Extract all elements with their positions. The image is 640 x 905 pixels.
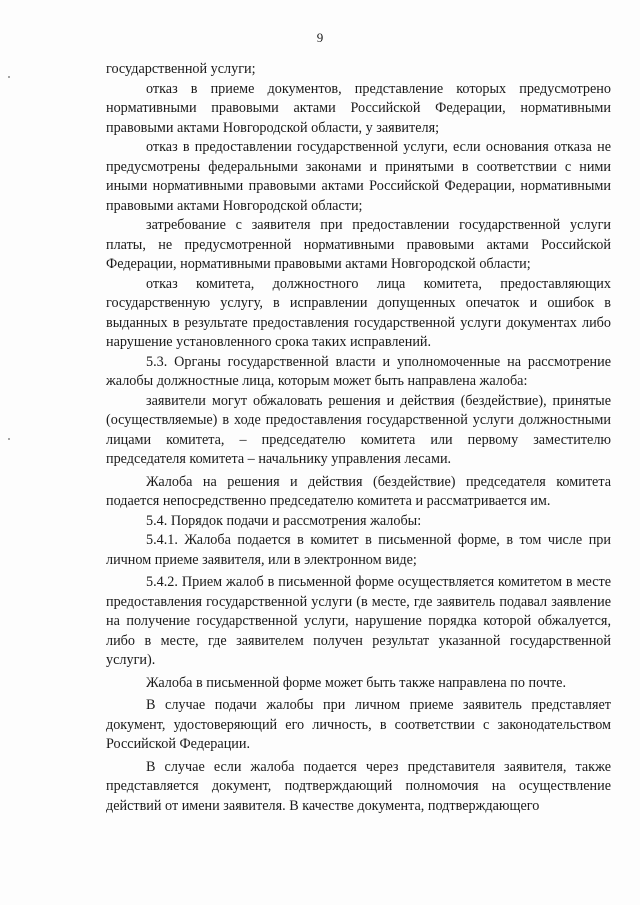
paragraph-section-5-4: 5.4. Порядок подачи и рассмотрения жалобы: bbox=[146, 512, 422, 529]
paragraph-personal-reception: В случае подачи жалобы при личном приеме заявитель представляет документ, удостоверяющий его личность, в соответствии с законодательством Российской Федерации. bbox=[106, 697, 611, 752]
paragraph-appeal-chairman: Жалоба на решения и действия (бездействие) председателя комитета подается непосредственно председателю комитета и рассматривается им. bbox=[106, 473, 611, 509]
paragraph-mail: Жалоба в письменной форме может быть также направлена по почте. bbox=[146, 674, 567, 691]
paragraph-continuation: государственной услуги; bbox=[106, 61, 256, 77]
scan-speck bbox=[8, 76, 10, 78]
paragraph-refusal-documents: отказ в приеме документов, представление которых предусмотрено нормативными правовыми актами Российской Федерации, нормативными правовыми актами Новгородской области, у заявителя; bbox=[106, 80, 611, 136]
page-number: 9 bbox=[316, 30, 324, 45]
paragraph-representative: В случае если жалоба подается через представителя заявителя, также представляется документ, подтверждающий полномочия на осуществление действий от имени заявителя. В качестве документа, подтверждающего bbox=[106, 758, 611, 814]
paragraph-fee-demand: затребование с заявителя при предоставлении государственной услуги платы, не предусмотренной нормативными правовыми актами Российской Федерации, нормативными правовыми актами Новгородской области; bbox=[106, 217, 611, 272]
scan-speck bbox=[8, 438, 10, 440]
paragraph-section-5-4-1: 5.4.1. Жалоба подается в комитет в письменной форме, в том числе при личном приеме заявителя, или в электронном виде; bbox=[106, 532, 611, 568]
paragraph-section-5-4-2: 5.4.2. Прием жалоб в письменной форме осуществляется комитетом в месте предоставления государственной услуги (в месте, где заявитель подавал заявление на получение государственной услуги, нарушение порядка которой обжалуется, либо в месте, где заявителем получен результат указанной государственной услуги). bbox=[106, 574, 611, 668]
paragraph-refusal-corrections: отказ комитета, должностного лица комитета, предоставляющих государственную услугу, в исправлении допущенных опечаток и ошибок в выданных в результате предоставления государственной услуги документах либо нарушение установленного срока таких исправлений. bbox=[106, 275, 611, 350]
paragraph-appeal-officials: заявители могут обжаловать решения и действия (бездействие), принятые (осуществляемые) в ходе предоставления государственной услуги должностными лицами комитета, – председателю комитета или первому заместителю председателя комитета – начальнику управления лесами. bbox=[106, 392, 611, 467]
document-body bbox=[106, 60, 611, 816]
paragraph-section-5-3: 5.3. Органы государственной власти и уполномоченные на рассмотрение жалобы должностные лица, которым может быть направлена жалоба: bbox=[106, 353, 611, 389]
paragraph-refusal-service: отказ в предоставлении государственной услуги, если основания отказа не предусмотрены федеральными законами и принятыми в соответствии с ними иными нормативными правовыми актами Российской Федерации, нормативными правовыми актами Новгородской области; bbox=[106, 139, 611, 214]
